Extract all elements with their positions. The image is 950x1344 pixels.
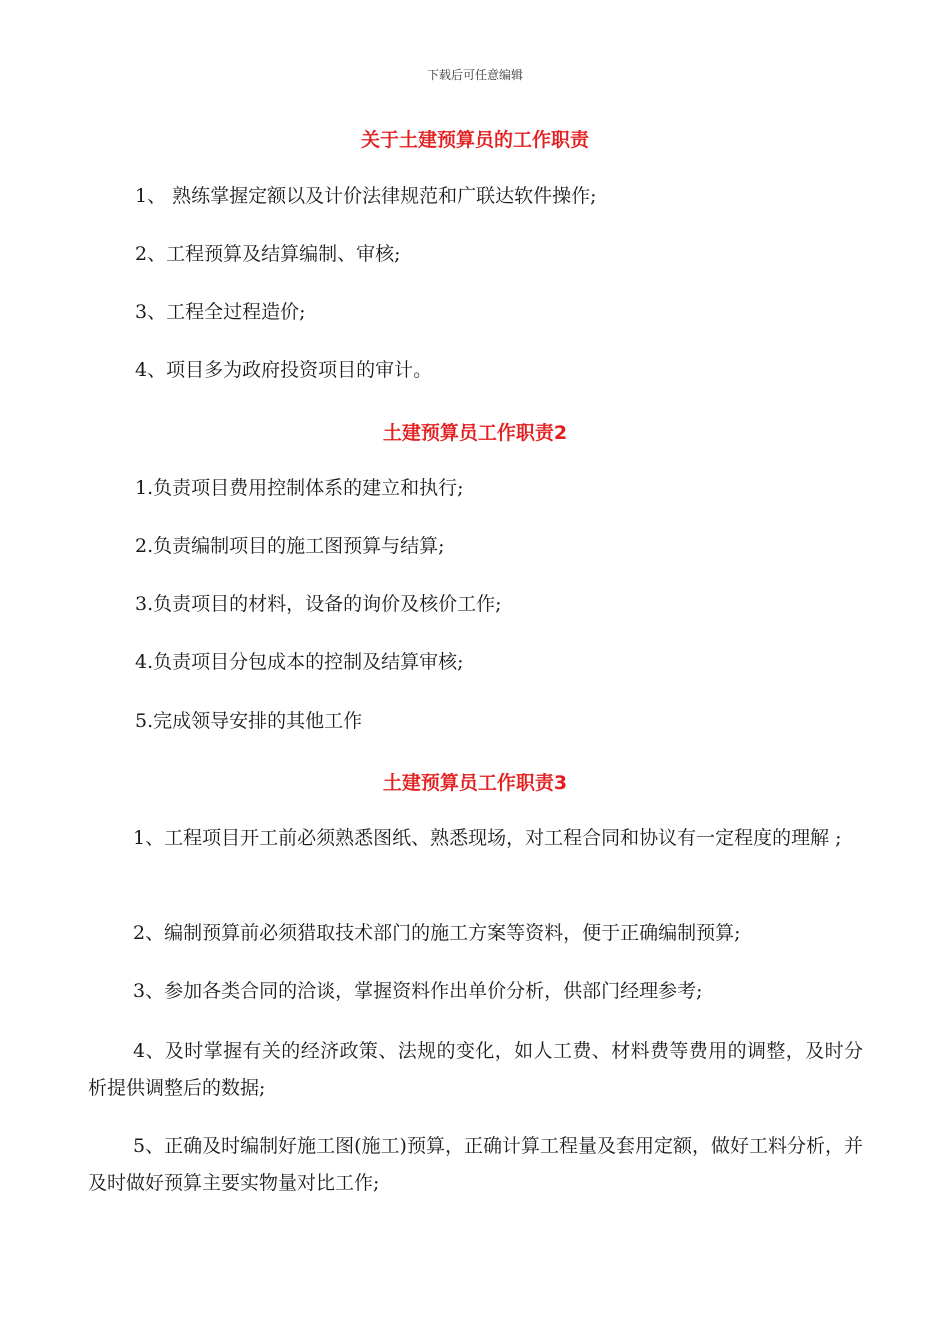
section1-item: 2、工程预算及结算编制、审核; xyxy=(135,243,401,265)
section1-title: 关于土建预算员的工作职责 xyxy=(360,129,589,151)
section3-item: 4、及时掌握有关的经济政策、法规的变化，如人工费、材料费等费用的调整，及时分析提供调整后的数据; xyxy=(88,1040,863,1099)
page-header: 下载后可任意编辑 xyxy=(426,68,523,82)
section1-item: 1、 熟练掌握定额以及计价法律规范和广联达软件操作; xyxy=(135,185,597,207)
section1-item: 4、项目多为政府投资项目的审计。 xyxy=(135,359,433,381)
section2-item: 5.完成领导安排的其他工作 xyxy=(135,710,363,732)
section2-item: 2.负责编制项目的施工图预算与结算; xyxy=(135,535,445,557)
section2-item: 3.负责项目的材料，设备的询价及核价工作; xyxy=(135,593,502,615)
section1-item: 3、工程全过程造价; xyxy=(135,301,306,323)
section3-item: 1、工程项目开工前必须熟悉图纸、熟悉现场，对工程合同和协议有一定程度的理解 ; xyxy=(133,827,842,849)
section2-item: 4.负责项目分包成本的控制及结算审核; xyxy=(135,651,464,673)
section3-title: 土建预算员工作职责3 xyxy=(382,772,568,794)
section2-item: 1.负责项目费用控制体系的建立和执行; xyxy=(135,477,464,499)
section3-item: 2、编制预算前必须猎取技术部门的施工方案等资料，便于正确编制预算; xyxy=(133,922,741,944)
section3-item: 5、正确及时编制好施工图(施工)预算，正确计算工程量及套用定额，做好工料分析，并及时做好预算主要实物量对比工作; xyxy=(88,1135,863,1194)
section3-item: 3、参加各类合同的洽谈，掌握资料作出单价分析，供部门经理参考; xyxy=(133,980,703,1002)
section2-title: 土建预算员工作职责2 xyxy=(382,422,568,444)
